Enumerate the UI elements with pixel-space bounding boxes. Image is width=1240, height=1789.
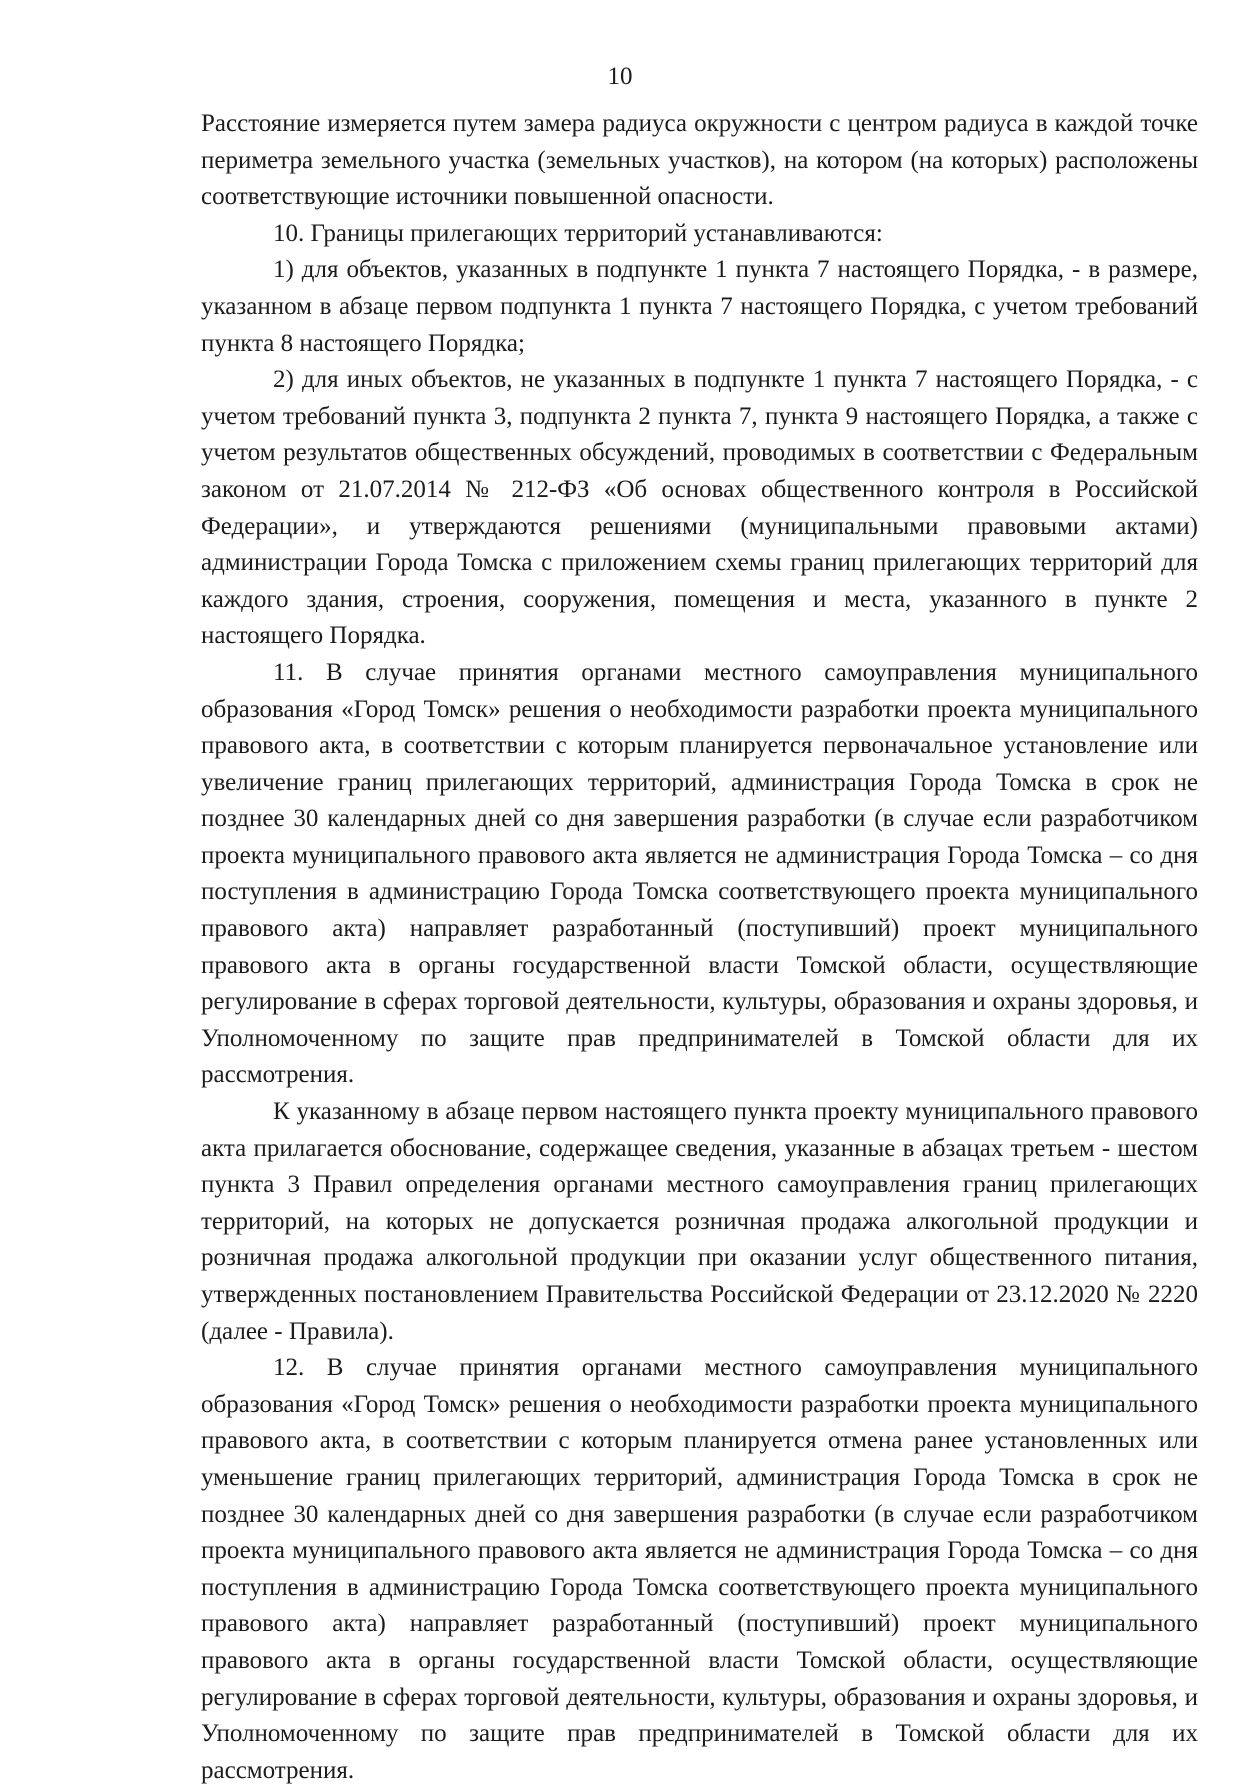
document-body (201, 106, 1198, 1789)
paragraph-item-11-attachment: К указанному в абзаце первом настоящего пункта проекту муниципального правового акта прилагается обоснование, содержащее сведения, указанные в абзацах третьем - шестом пункта 3 Правил определения органами местного самоуправления границ прилегающих территорий, на которых не допускается розничная продажа алкогольной продукции и розничная продажа алкогольной продукции при оказании услуг общественного питания, утвержденных постановлением Правительства Российской Федерации от 23.12.2020 № 2220 (далее - Правила). (201, 1098, 1198, 1345)
paragraph-distance-measurement: Расстояние измеряется путем замера радиуса окружности с центром радиуса в каждой точке периметра земельного участка (земельных участков), на котором (на которых) расположены соответствующие источники повышенной опасности. (201, 110, 1198, 211)
paragraph-item-11: 11. В случае принятия органами местного самоуправления муниципального образования «Город Томск» решения о необходимости разработки проекта муниципального правового акта, в соответствии с которым планируется первоначальное установление или увеличение границ прилегающих территорий, администрация Города Томска в срок не позднее 30 календарных дней со дня завершения разработки (в случае если разработчиком проекта муниципального правового акта является не администрация Города Томска – со дня поступления в администрацию Города Томска соответствующего проекта муниципального правового акта) направляет разработанный (поступивший) проект муниципального правового акта в органы государственной власти Томской области, осуществляющие регулирование в сферах торговой деятельности, культуры, образования и охраны здоровья, и Уполномоченному по защите прав предпринимателей в Томской области для их рассмотрения. (201, 658, 1198, 1089)
paragraph-item-10-2: 2) для иных объектов, не указанных в подпункте 1 пункта 7 настоящего Порядка, - с учетом требований пункта 3, подпункта 2 пункта 7, пункта 9 настоящего Порядка, а также с учетом результатов общественных обсуждений, проводимых в соответствии с Федеральным законом от 21.07.2014 № 212-ФЗ «Об основах общественного контроля в Российской Федерации», и утверждаются решениями (муниципальными правовыми актами) администрации Города Томска с приложением схемы границ прилегающих территорий для каждого здания, строения, сооружения, помещения и места, указанного в пункте 2 настоящего Порядка. (201, 366, 1198, 650)
paragraph-item-10-1: 1) для объектов, указанных в подпункте 1 пункта 7 настоящего Порядка, - в размере, указанном в абзаце первом подпункта 1 пункта 7 настоящего Порядка, с учетом требований пункта 8 настоящего Порядка; (201, 256, 1198, 357)
page-number: 10 (607, 63, 633, 90)
paragraph-item-10: 10. Границы прилегающих территорий устанавливаются: (273, 219, 883, 247)
paragraph-item-12: 12. В случае принятия органами местного самоуправления муниципального образования «Город Томск» решения о необходимости разработки проекта муниципального правового акта, в соответствии с которым планируется отмена ранее установленных или уменьшение границ прилегающих территорий, администрация Города Томска в срок не позднее 30 календарных дней со дня завершения разработки (в случае если разработчиком проекта муниципального правового акта является не администрация Города Томска – со дня поступления в администрацию Города Томска соответствующего проекта муниципального правового акта) направляет разработанный (поступивший) проект муниципального правового акта в органы государственной власти Томской области, осуществляющие регулирование в сферах торговой деятельности, культуры, образования и охраны здоровья, и Уполномоченному по защите прав предпринимателей в Томской области для их рассмотрения. (201, 1354, 1198, 1784)
